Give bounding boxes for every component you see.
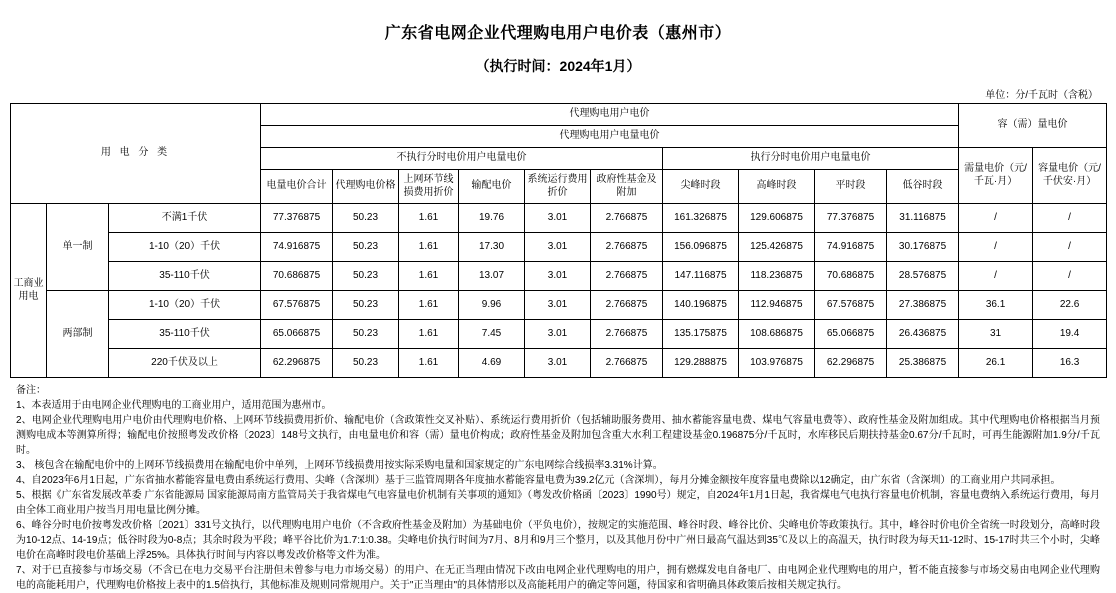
cell-gov-fund: 2.766875 (591, 349, 663, 378)
cell-gov-fund: 2.766875 (591, 233, 663, 262)
cell-agent-purchase: 50.23 (333, 262, 399, 291)
page-title: 广东省电网企业代理购电用户电价表（惠州市） (384, 25, 732, 42)
header-peak: 高峰时段 (739, 170, 815, 204)
cell-gov-fund: 2.766875 (591, 204, 663, 233)
voltage-level: 35-110千伏 (109, 320, 261, 349)
note-item: 6、峰谷分时电价按粤发改价格〔2021〕331号文执行，以代理购电用户电价（不含政府性基金及附加）为基础电价（平负电价），按规定的实施范围、峰谷时段、峰谷比价、尖峰电价等政策执行。其中，峰谷时价电价全省统一时段划分，高峰时段为10-12点、14-19点；低谷时段为0-8点；其余时段为平段；峰平谷比价为1.7:1:0.38。尖峰电价执行时间为7月、8月和9月三个整月，以及其他月份中广州日最高气温达到35℃及以上的高温天，执行时段为每天11-12时、15-17时共三个小时，尖峰电价在高峰时段电价基础上浮25%。具体执行时间与内容以粤发改价格等文件为准。 (16, 520, 1100, 561)
cell-peak-top: 140.196875 (663, 291, 739, 320)
cell-peak: 125.426875 (739, 233, 815, 262)
cell-capacity: / (1033, 204, 1107, 233)
cell-system-op: 3.01 (525, 320, 591, 349)
voltage-level: 不满1千伏 (109, 204, 261, 233)
notes-title: 备注： (16, 385, 46, 396)
cell-demand: / (959, 262, 1033, 291)
cell-total: 77.376875 (261, 204, 333, 233)
header-flat: 平时段 (815, 170, 887, 204)
price-table (10, 103, 1107, 378)
header-gov-fund: 政府性基金及附加 (591, 170, 663, 204)
cell-valley: 25.386875 (887, 349, 959, 378)
cell-capacity: 19.4 (1033, 320, 1107, 349)
table-row (11, 320, 1107, 349)
cell-flat: 62.296875 (815, 349, 887, 378)
cell-grid-loss: 1.61 (399, 349, 459, 378)
header-capacity-price: 容量电价（元/千伏安·月） (1033, 148, 1107, 204)
cell-peak: 118.236875 (739, 262, 815, 291)
cell-total: 65.066875 (261, 320, 333, 349)
header-capacity-group: 容（需）量电价 (959, 104, 1107, 148)
cell-gov-fund: 2.766875 (591, 262, 663, 291)
header-energy-price: 代理购电用户电量电价 (261, 126, 959, 148)
cell-valley: 26.436875 (887, 320, 959, 349)
cell-valley: 27.386875 (887, 291, 959, 320)
cell-flat: 65.066875 (815, 320, 887, 349)
cell-peak: 103.976875 (739, 349, 815, 378)
header-no-tou: 不执行分时电价用户电量电价 (261, 148, 663, 170)
table-row (11, 291, 1107, 320)
cell-grid-loss: 1.61 (399, 204, 459, 233)
header-tou: 执行分时电价用户电量电价 (663, 148, 959, 170)
header-agent-purchase: 代理购电价格 (333, 170, 399, 204)
cell-gov-fund: 2.766875 (591, 320, 663, 349)
voltage-level: 1-10（20）千伏 (109, 233, 261, 262)
table-row (11, 262, 1107, 291)
voltage-level: 1-10（20）千伏 (109, 291, 261, 320)
header-peak-top: 尖峰时段 (663, 170, 739, 204)
cell-capacity: / (1033, 262, 1107, 291)
note-item: 5、根据《广东省发展改革委 广东省能源局 国家能源局南方监管局关于我省煤电气电容量电价机制有关事项的通知》（粤发改价格函〔2023〕1990号）规定，自2024年1月1日起，我省煤电气电执行容量电价机制，容量电费纳入系统运行费用，每月由全体工商业用户按当月用电量比例分摊。 (16, 490, 1100, 516)
cell-demand: 36.1 (959, 291, 1033, 320)
cell-system-op: 3.01 (525, 233, 591, 262)
cell-demand: / (959, 204, 1033, 233)
cell-system-op: 3.01 (525, 349, 591, 378)
cell-peak-top: 135.175875 (663, 320, 739, 349)
cell-grid-loss: 1.61 (399, 291, 459, 320)
cell-system-op: 3.01 (525, 262, 591, 291)
header-system-op: 系统运行费用折价 (525, 170, 591, 204)
cell-transmission: 9.96 (459, 291, 525, 320)
note-item: 2、电网企业代理购电用户电价由代理购电价格、上网环节线损费用折价、输配电价（含政策性交叉补贴）、系统运行费用折价（包括辅助服务费用、抽水蓄能容量电费、煤电气容量电费等）、政府性基金及附加组成。其中代理购电价格根据当月预测购电成本等测算所得；输配电价按照粤发改价格〔2023〕148号文执行，由电量电价和容（需）量电价构成；政府性基金及附加包含重大水利工程建设基金0.196875分/千瓦时，水库移民后期扶持基金0.67分/千瓦时，可再生能源附加1.9分/千瓦时。 (16, 415, 1100, 456)
cell-capacity: 16.3 (1033, 349, 1107, 378)
note-item: 4、自2023年6月1日起，广东省抽水蓄能容量电费由系统运行费用、尖峰（含深圳）基于三监管周期各年度抽水蓄能容量电费为39.2亿元（含深圳），每月分摊金额按年度容量电费除以12确定，由广东省（含深圳）的工商业用户共同承担。 (16, 475, 1061, 486)
cell-total: 70.686875 (261, 262, 333, 291)
cell-demand: 26.1 (959, 349, 1033, 378)
cell-transmission: 19.76 (459, 204, 525, 233)
table-row (11, 233, 1107, 262)
note-item: 3、 核包含在输配电价中的上网环节线损费用在输配电价中单列，上网环节线损费用按实际采购电量和国家规定的广东电网综合线损率3.31%计算。 (16, 460, 663, 471)
cell-agent-purchase: 50.23 (333, 204, 399, 233)
voltage-level: 35-110千伏 (109, 262, 261, 291)
cell-capacity: 22.6 (1033, 291, 1107, 320)
cell-transmission: 7.45 (459, 320, 525, 349)
cell-valley: 31.116875 (887, 204, 959, 233)
cell-transmission: 17.30 (459, 233, 525, 262)
cell-valley: 28.576875 (887, 262, 959, 291)
cell-demand: 31 (959, 320, 1033, 349)
unit-note: 单位：分/千瓦时（含税） (985, 90, 1098, 101)
cell-peak: 108.686875 (739, 320, 815, 349)
cell-grid-loss: 1.61 (399, 262, 459, 291)
cell-transmission: 4.69 (459, 349, 525, 378)
cell-agent-purchase: 50.23 (333, 233, 399, 262)
subgroup-label: 单一制 (47, 204, 109, 291)
cell-grid-loss: 1.61 (399, 320, 459, 349)
cell-agent-purchase: 50.23 (333, 291, 399, 320)
header-grid-loss: 上网环节线损费用折价 (399, 170, 459, 204)
cell-capacity: / (1033, 233, 1107, 262)
cell-peak-top: 129.288875 (663, 349, 739, 378)
cell-agent-purchase: 50.23 (333, 320, 399, 349)
header-agent-price: 代理购电用户电价 (261, 104, 959, 126)
cell-total: 74.916875 (261, 233, 333, 262)
cell-peak-top: 161.326875 (663, 204, 739, 233)
header-total: 电量电价合计 (261, 170, 333, 204)
cell-valley: 30.176875 (887, 233, 959, 262)
voltage-level: 220千伏及以上 (109, 349, 261, 378)
header-transmission: 输配电价 (459, 170, 525, 204)
cell-flat: 70.686875 (815, 262, 887, 291)
cell-peak: 129.606875 (739, 204, 815, 233)
header-valley: 低谷时段 (887, 170, 959, 204)
header-category: 用 电 分 类 (11, 104, 261, 204)
cell-transmission: 13.07 (459, 262, 525, 291)
cell-demand: / (959, 233, 1033, 262)
cell-flat: 77.376875 (815, 204, 887, 233)
subgroup-label: 两部制 (47, 291, 109, 378)
cell-peak: 112.946875 (739, 291, 815, 320)
table-row (11, 204, 1107, 233)
cell-flat: 67.576875 (815, 291, 887, 320)
cell-agent-purchase: 50.23 (333, 349, 399, 378)
cell-total: 67.576875 (261, 291, 333, 320)
category-main: 工商业用电 (11, 204, 47, 378)
cell-flat: 74.916875 (815, 233, 887, 262)
cell-peak-top: 156.096875 (663, 233, 739, 262)
cell-grid-loss: 1.61 (399, 233, 459, 262)
cell-system-op: 3.01 (525, 291, 591, 320)
note-item: 7、对于已直接参与市场交易（不含已在电力交易平台注册但未曾参与电力市场交易）的用户、在无正当理由情况下改由电网企业代理购电的用户，拥有燃煤发电自备电厂、由电网企业代理购电的用户，暂不能直接参与市场交易由电网企业代理购电的高能耗用户，代理购电价格按上表中的1.5倍执行，其他标准及规则同常规用户。关于"正当理由"的具体情形以及高能耗用户的确定等问题，待国家和省明确具体政策后按相关规定执行。 (16, 565, 1100, 591)
cell-total: 62.296875 (261, 349, 333, 378)
header-demand-price: 需量电价（元/千瓦·月） (959, 148, 1033, 204)
table-row (11, 349, 1107, 378)
cell-system-op: 3.01 (525, 204, 591, 233)
note-item: 1、本表适用于由电网企业代理购电的工商业用户，适用范围为惠州市。 (16, 400, 332, 411)
cell-peak-top: 147.116875 (663, 262, 739, 291)
page-subtitle: （执行时间：2024年1月） (475, 58, 641, 74)
cell-gov-fund: 2.766875 (591, 291, 663, 320)
notes-section (16, 383, 1100, 593)
